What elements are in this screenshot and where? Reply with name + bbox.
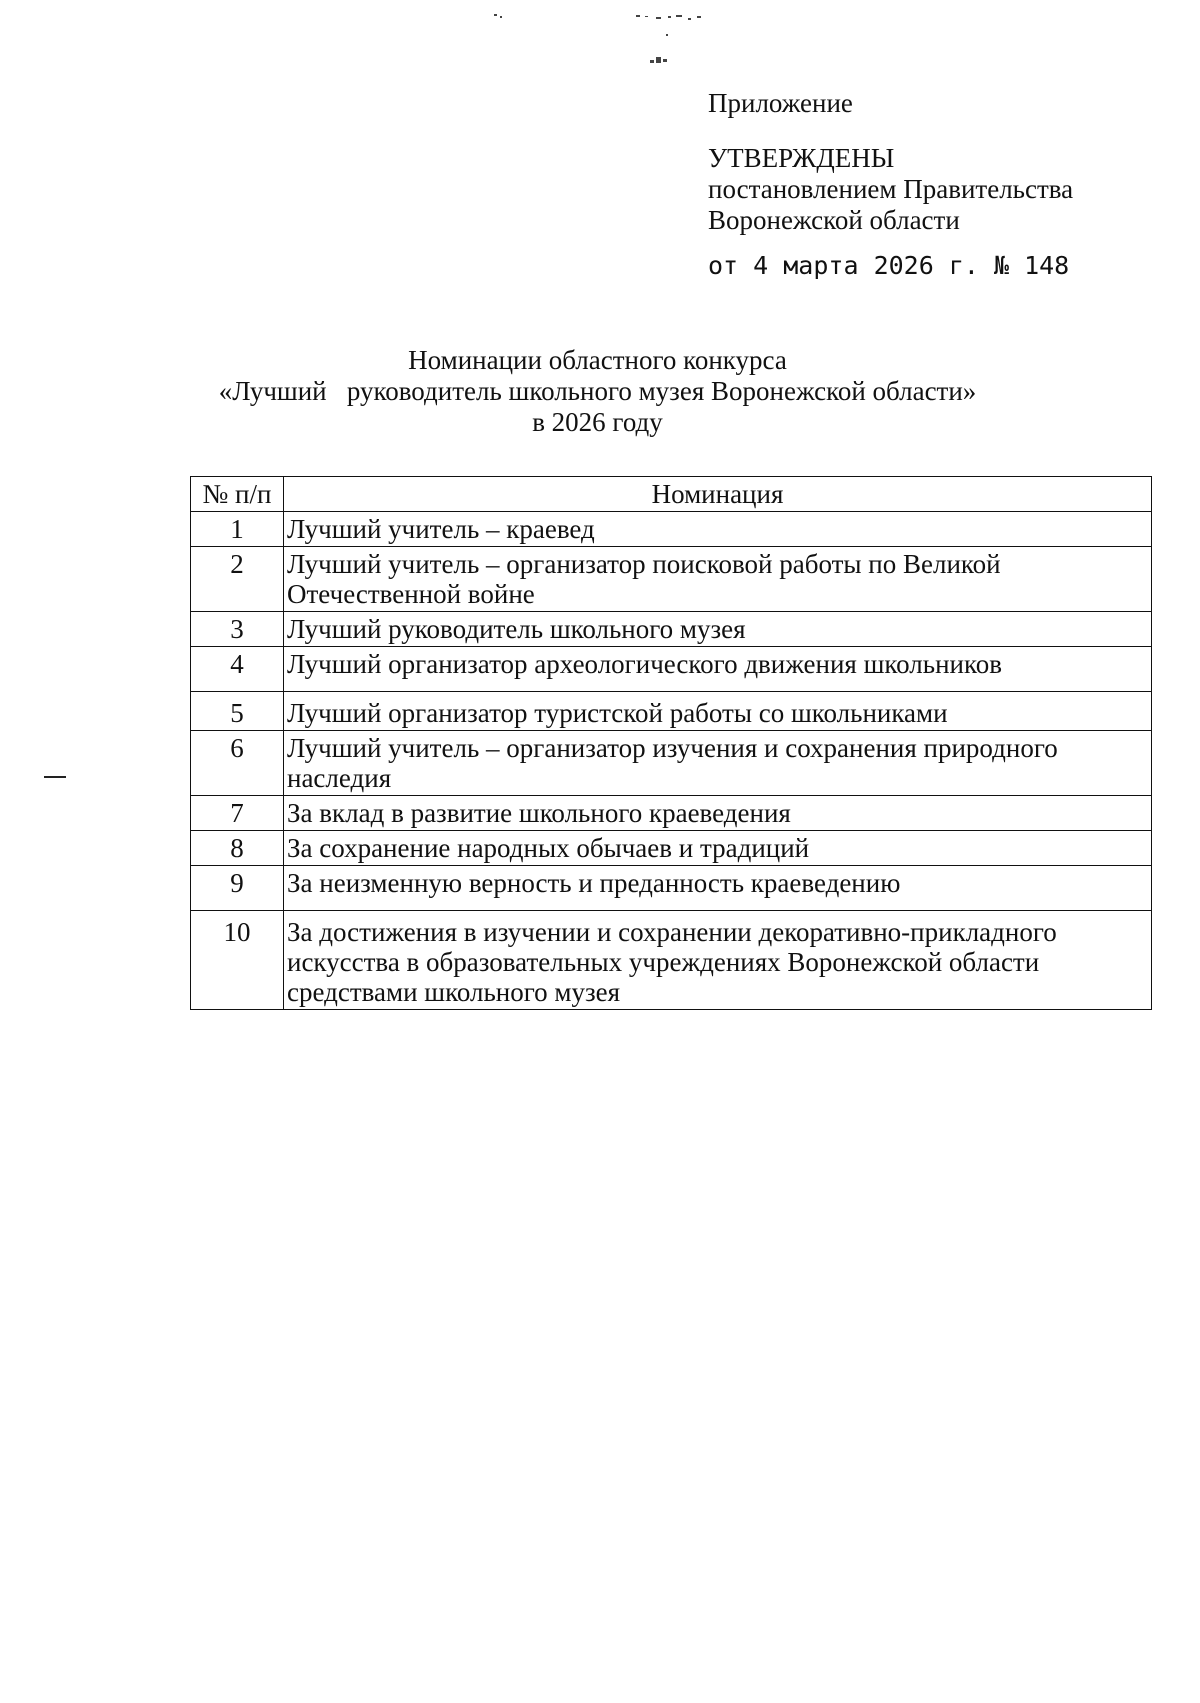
table-header-row <box>191 477 1152 512</box>
row-number: 5 <box>191 692 284 731</box>
column-header-nomination: Номинация <box>284 477 1152 512</box>
row-number: 4 <box>191 647 284 692</box>
row-number: 8 <box>191 831 284 866</box>
row-number: 9 <box>191 866 284 911</box>
row-number: 3 <box>191 612 284 647</box>
decree-line-2: Воронежской области <box>708 205 960 235</box>
table-row <box>191 512 1152 547</box>
row-number: 1 <box>191 512 284 547</box>
row-nomination: Лучший организатор туристской работы со школьниками <box>284 692 1152 731</box>
document-title <box>160 345 1035 438</box>
column-header-number: № п/п <box>191 477 284 512</box>
table-row <box>191 731 1152 796</box>
row-number: 6 <box>191 731 284 796</box>
table-row <box>191 612 1152 647</box>
decree-line-1: постановлением Правительства <box>708 174 1074 204</box>
table-row <box>191 831 1152 866</box>
row-nomination: Лучший организатор археологического движения школьников <box>284 647 1152 692</box>
title-line-1: Номинации областного конкурса <box>408 345 787 375</box>
row-nomination: Лучший учитель – краевед <box>284 512 1152 547</box>
table-row <box>191 911 1152 1010</box>
row-nomination: Лучший учитель – организатор поисковой работы по Великой Отечественной войне <box>284 547 1152 612</box>
table-row <box>191 692 1152 731</box>
row-number: 2 <box>191 547 284 612</box>
decree-date-number: от 4 марта 2026 г. № 148 <box>708 251 1070 280</box>
row-nomination: За сохранение народных обычаев и традиций <box>284 831 1152 866</box>
row-number: 7 <box>191 796 284 831</box>
title-line-2: «Лучший руководитель школьного музея Воронежской области» <box>218 376 977 406</box>
row-nomination: За неизменную верность и преданность краеведению <box>284 866 1152 911</box>
approval-block <box>708 88 1178 281</box>
table-row <box>191 647 1152 692</box>
appendix-label: Приложение <box>708 88 853 118</box>
table-row <box>191 796 1152 831</box>
row-number: 10 <box>191 911 284 1010</box>
nominations-table <box>190 476 1152 1010</box>
table-row <box>191 547 1152 612</box>
row-nomination: Лучший руководитель школьного музея <box>284 612 1152 647</box>
row-nomination: Лучший учитель – организатор изучения и сохранения природного наследия <box>284 731 1152 796</box>
row-nomination: За достижения в изучении и сохранении декоративно-прикладного искусства в образовательных учреждениях Воронежской области средствами школьного музея <box>284 911 1152 1010</box>
approved-label: УТВЕРЖДЕНЫ <box>708 143 895 173</box>
margin-mark <box>44 776 66 778</box>
title-line-3: в 2026 году <box>532 407 663 437</box>
row-nomination: За вклад в развитие школьного краеведения <box>284 796 1152 831</box>
table-row <box>191 866 1152 911</box>
